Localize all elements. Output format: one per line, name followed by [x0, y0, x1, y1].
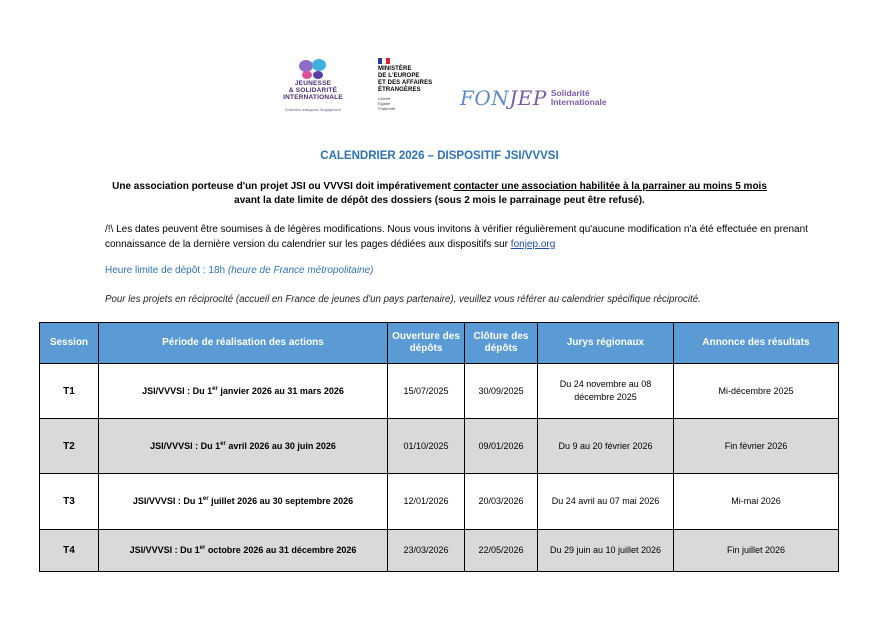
- jsi-logo: [282, 58, 344, 116]
- calendar-table: [39, 322, 839, 572]
- opening-cell: 15/07/2025: [388, 364, 465, 419]
- ministry-name: MINISTÈRE DE L'EUROPE ET DES AFFAIRES ÉTRANGÈRES: [378, 66, 433, 93]
- jsi-tagline: Ensemble changeons l'engagement: [285, 108, 341, 112]
- document-title: CALENDRIER 2026 – DISPOSITIF JSI/VVVSI: [320, 150, 559, 162]
- jury-cell: Du 24 novembre au 08 décembre 2025: [538, 364, 674, 419]
- period-cell: JSI/VVVSI : Du 1er janvier 2026 au 31 mars 2026: [99, 364, 388, 419]
- fonjep-link[interactable]: fonjep.org: [510, 239, 556, 250]
- header-session: Session: [40, 323, 99, 364]
- session-cell: T2: [40, 419, 99, 474]
- header-results: Annonce des résultats: [674, 323, 839, 364]
- opening-cell: 23/03/2026: [388, 530, 465, 572]
- fonjep-wordmark: FONJEP: [460, 86, 547, 110]
- butterfly-icon: [282, 58, 344, 80]
- table-row: [40, 364, 839, 419]
- opening-cell: 01/10/2025: [388, 419, 465, 474]
- reciprocity-note: Pour les projets en réciprocité (accueil en France de jeunes d'un pays partenaire), veuillez vous référer au calendrier spécifique réciprocité.: [105, 294, 701, 305]
- french-flag-icon: [378, 58, 390, 64]
- logo-bar: [0, 56, 879, 118]
- jury-cell: Du 9 au 20 février 2026: [538, 419, 674, 474]
- fonjep-subtitle: Solidarité Internationale: [550, 87, 607, 107]
- period-cell: JSI/VVVSI : Du 1er avril 2026 au 30 juin 2026: [99, 419, 388, 474]
- results-cell: Mi-mai 2026: [674, 474, 839, 530]
- results-cell: Mi-décembre 2025: [674, 364, 839, 419]
- session-cell: T3: [40, 474, 99, 530]
- modification-notice: /!\ Les dates peuvent être soumises à de légères modifications. Nous vous invitons à vérifier régulièrement qu'aucune modification n'a été effectuée en prenant connaissance de la dernière version du calendrier sur les pages dédiées aux dispositifs sur fonjep.org: [105, 224, 808, 250]
- period-cell: JSI/VVVSI : Du 1er octobre 2026 au 31 décembre 2026: [99, 530, 388, 572]
- republic-motto: Liberté Égalité Fraternité: [378, 96, 396, 111]
- jury-cell: Du 29 juin au 10 juillet 2026: [538, 530, 674, 572]
- period-cell: JSI/VVVSI : Du 1er juillet 2026 au 30 septembre 2026: [99, 474, 388, 530]
- ministry-logo: [378, 58, 448, 116]
- session-cell: T1: [40, 364, 99, 419]
- deadline-hour: Heure limite de dépôt : 18h (heure de France métropolitaine): [105, 265, 374, 276]
- fonjep-logo: [460, 84, 607, 112]
- intro-paragraph: Une association porteuse d'un projet JSI ou VVVSI doit impérativement contacter une association habilitée à la parrainer au moins 5 mois avant la date limite de dépôt des dossiers (sous 2 mois le parrainage peut être refusé).: [112, 181, 767, 206]
- jury-cell: Du 24 avril au 07 mai 2026: [538, 474, 674, 530]
- table-row: [40, 530, 839, 572]
- table-header-row: [40, 323, 839, 364]
- header-closing: Clôture des dépôts: [465, 323, 538, 364]
- header-jury: Jurys régionaux: [538, 323, 674, 364]
- closing-cell: 30/09/2025: [465, 364, 538, 419]
- table-row: [40, 474, 839, 530]
- results-cell: Fin février 2026: [674, 419, 839, 474]
- session-cell: T4: [40, 530, 99, 572]
- closing-cell: 22/05/2026: [465, 530, 538, 572]
- jsi-logo-text: JEUNESSE & SOLIDARITÉ INTERNATIONALE: [283, 80, 343, 101]
- header-period: Période de réalisation des actions: [99, 323, 388, 364]
- header-opening: Ouverture des dépôts: [388, 323, 465, 364]
- results-cell: Fin juillet 2026: [674, 530, 839, 572]
- opening-cell: 12/01/2026: [388, 474, 465, 530]
- closing-cell: 09/01/2026: [465, 419, 538, 474]
- closing-cell: 20/03/2026: [465, 474, 538, 530]
- table-row: [40, 419, 839, 474]
